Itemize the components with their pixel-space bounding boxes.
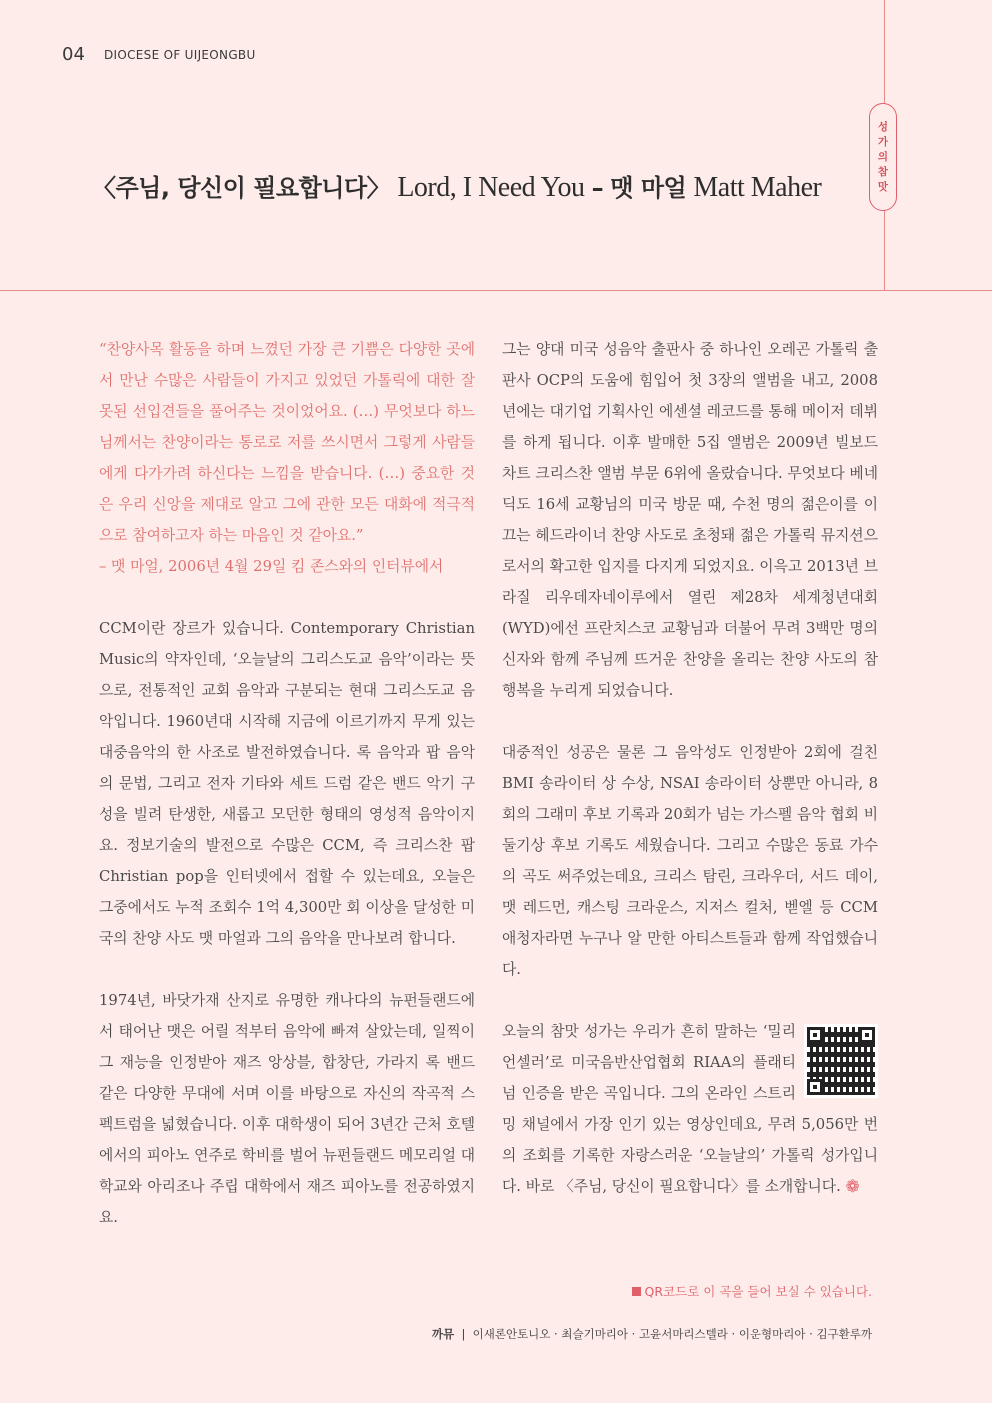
body-paragraph: 그는 양대 미국 성음악 출판사 중 하나인 오레곤 가톨릭 출판사 OCP의 도움에 힘입어 첫 3장의 앨범을 내고, 2008년에는 대기업 기획사인 에센셜 레코드를 통해 메이저 데뷔를 하게 됩니다. 이후 발매한 5집 앨범은 2009년 빌보드 차트 크리스찬 앨범 부문 6위에 올랐습니다. 무엇보다 베네딕도 16세 교황님의 미국 방문 때, 수천 명의 젊은이를 이끄는 헤드라이너 찬양 사도로 초청돼 젊은 가톨릭 뮤지션으로서의 확고한 입지를 다지게 되었지요. 이윽고 2013년 브라질 리우데자네이루에서 열린 제28차 세계청년대회(WYD)에선 프란치스코 교황님과 더불어 무려 3백만 명의 신자와 함께 주님께 뜨거운 찬양을 올리는 찬양 사도의 참 행복을 누리게 되었습니다.: [502, 341, 878, 699]
credits: [432, 1326, 872, 1342]
section-tab: [869, 103, 897, 211]
quote-source: – 맷 마얼, 2006년 4월 29일 킴 존스와의 인터뷰에서: [99, 558, 444, 575]
qr-code-icon[interactable]: [804, 1024, 878, 1098]
square-bullet-icon: [632, 1287, 641, 1296]
right-column: [502, 334, 878, 1203]
page-title: [92, 168, 852, 204]
title-dash: –: [591, 174, 604, 202]
section-tab-char: 참: [877, 165, 889, 178]
section-tab-char: 의: [877, 150, 889, 163]
body-paragraph: CCM이란 장르가 있습니다. Contemporary Christian Music의 약자인데, ‘오늘날의 그리스도교 음악’이라는 뜻으로, 전통적인 교회 음악과 구분되는 현대 그리스도교 음악입니다. 1960년대 시작해 지금에 이르기까지 무게 있는 대중음악의 한 사조로 발전하였습니다. 록 음악과 팝 음악의 문법, 그리고 전자 기타와 세트 드럼 같은 밴드 악기 구성을 빌려 탄생한, 새롭고 모던한 형태의 영성적 음악이지요. 정보기술의 발전으로 수많은 CCM, 즉 크리스찬 팝 Christian pop을 인터넷에서 접할 수 있는데요, 오늘은 그중에서도 누적 조회수 1억 4,300만 회 이상을 달성한 미국의 찬양 사도 맷 마얼과 그의 음악을 만나보려 합니다.: [99, 620, 475, 947]
credits-separator: |: [461, 1327, 466, 1341]
section-tab-char: 맛: [877, 180, 889, 193]
qr-caption: QR코드로 이 곡을 들어 보실 수 있습니다.: [632, 1282, 872, 1300]
left-column: [99, 334, 475, 1233]
body-paragraph: 오늘의 참맛 성가는 우리가 흔히 말하는 ‘밀리언셀러’로 미국음반산업협회 RIAA의 플래티넘 인증을 받은 곡입니다. 그의 온라인 스트리밍 채널에서 가장 인기 있는 영상인데요, 무려 5,056만 번의 조회를 기록한 자랑스러운 ‘오늘날의’ 가톨릭 성가입니다. 바로 〈주님, 당신이 필요합니다〉를 소개합니다.: [502, 1023, 878, 1195]
title-song-korean: 〈주님, 당신이 필요합니다〉: [92, 174, 391, 202]
title-song-english: Lord, I Need You: [397, 172, 585, 203]
section-tab-char: 성: [877, 120, 889, 133]
body-paragraph: 대중적인 성공은 물론 그 음악성도 인정받아 2회에 걸친 BMI 송라이터 상 수상, NSAI 송라이터 상뿐만 아니라, 8회의 그래미 후보 기록과 20회가 넘는 가스펠 음악 협회 비둘기상 후보 기록도 세웠습니다. 그리고 수많은 동료 가수의 곡도 써주었는데요, 크리스 탐린, 크라우더, 서드 데이, 맷 레드먼, 캐스팅 크라운스, 지저스 컬처, 벧엘 등 CCM 애청자라면 누구나 알 만한 아티스트들과 함께 작업했습니다.: [502, 744, 878, 978]
flower-icon: ❁: [845, 1177, 860, 1197]
credits-label: 까뮤: [431, 1327, 455, 1341]
page-number: 04: [62, 44, 85, 65]
section-tab-char: 가: [877, 135, 889, 148]
horizontal-divider: [0, 290, 992, 291]
title-artist-korean: 맷 마얼: [610, 174, 687, 202]
credits-names: 이새론안토니오 · 최슬기마리아 · 고윤서마리스텔라 · 이운형마리아 · 김구환루까: [472, 1327, 872, 1341]
body-paragraph: 1974년, 바닷가재 산지로 유명한 캐나다의 뉴펀들랜드에서 태어난 맷은 어릴 적부터 음악에 빠져 살았는데, 일찍이 그 재능을 인정받아 재즈 앙상블, 합창단, 가라지 록 밴드 같은 다양한 무대에 서며 이를 바탕으로 자신의 작곡적 스펙트럼을 넓혔습니다. 이후 대학생이 되어 3년간 근처 호텔에서의 피아노 연주로 학비를 벌어 뉴펀들랜드 메모리얼 대학교와 아리조나 주립 대학에서 재즈 피아노를 전공하였지요.: [99, 992, 475, 1226]
publication-name: DIOCESE OF UIJEONGBU: [104, 48, 256, 62]
title-artist-english: Matt Maher: [693, 172, 822, 203]
opening-quote: “찬양사목 활동을 하며 느꼈던 가장 큰 기쁨은 다양한 곳에서 만난 수많은 사람들이 가지고 있었던 가톨릭에 대한 잘못된 선입견들을 풀어주는 것이었어요. (…) 무엇보다 하느님께서는 찬양이라는 통로로 저를 쓰시면서 그렇게 사람들에게 다가가려 하신다는 느낌을 받습니다. (…) 중요한 것은 우리 신앙을 제대로 알고 그에 관한 모든 대화에 적극적으로 참여하고자 하는 마음인 것 같아요.”: [99, 341, 475, 544]
